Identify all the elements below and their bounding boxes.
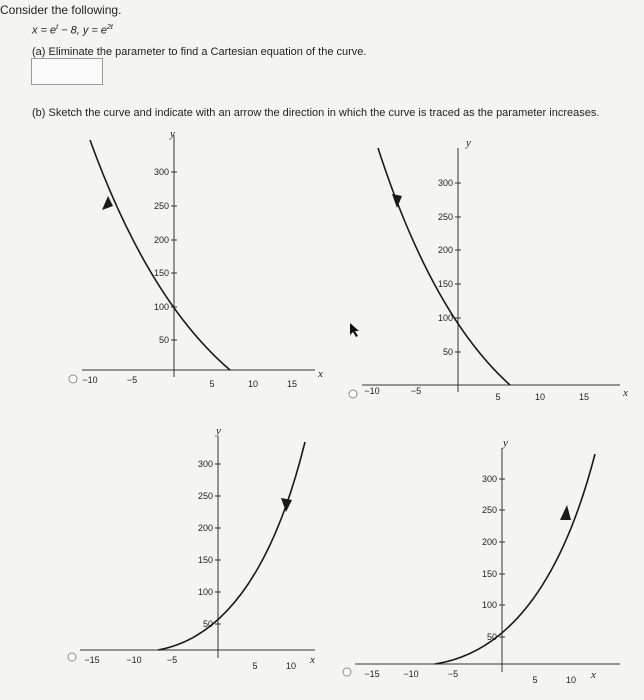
x-tick-label: −5: [447, 669, 459, 679]
curve: [158, 442, 305, 650]
x-tick-label: −5: [126, 375, 138, 385]
x-tick-label: 5: [252, 661, 258, 671]
y-tick-label: 100: [437, 313, 453, 323]
y-expression: − 8, y = e: [58, 24, 108, 37]
y-tick-label: 250: [153, 201, 169, 211]
x-tick-label: 15: [578, 392, 590, 402]
y-axis-label: y: [466, 137, 471, 149]
y-tick-label: 50: [486, 632, 497, 642]
y-tick-label: 150: [197, 555, 213, 565]
x-tick-label: −10: [126, 655, 142, 665]
y-axis-label: y: [503, 437, 508, 449]
question-prompt: Consider the following.: [0, 3, 122, 17]
x-tick-label: −10: [82, 375, 98, 385]
y-tick-label: 100: [197, 587, 213, 597]
y-tick-label: 300: [481, 474, 497, 484]
x-tick-label: 10: [534, 392, 546, 402]
x-tick-label: 10: [247, 379, 259, 389]
y-tick-label: 250: [197, 491, 213, 501]
y-tick-label: 200: [153, 235, 169, 245]
y-tick-label: 300: [153, 167, 169, 177]
y-tick-label: 300: [437, 178, 453, 188]
direction-arrow: [560, 505, 571, 520]
y-tick-label: 200: [481, 537, 497, 547]
y-tick-label: 100: [481, 600, 497, 610]
x-tick-label: −15: [364, 669, 380, 679]
graph-option-1: [60, 125, 335, 400]
x-tick-label: 10: [565, 675, 577, 685]
x-tick-label: −10: [403, 669, 419, 679]
x-axis-label: x: [310, 654, 315, 666]
graph-option-2-radio[interactable]: [349, 390, 357, 398]
mouse-cursor-icon: [349, 322, 361, 338]
y-tick-label: 250: [437, 212, 453, 222]
y-tick-label: 150: [481, 569, 497, 579]
x-expression: x = e: [32, 24, 57, 37]
y-tick-label: 200: [437, 245, 453, 255]
y-axis-label: y: [216, 425, 221, 437]
x-tick-label: 10: [285, 661, 297, 671]
y-tick-label: 300: [197, 459, 213, 469]
parametric-equations: [32, 24, 113, 37]
x-axis-label: x: [623, 387, 628, 399]
part-b-instructions: (b) Sketch the curve and indicate with an arrow the direction in which the curve is traced as the parameter increases.: [32, 107, 600, 119]
x-axis-label: x: [318, 368, 323, 380]
direction-arrow: [281, 498, 292, 512]
x-tick-label: 15: [286, 379, 298, 389]
graph-option-1-radio[interactable]: [69, 375, 77, 383]
y-tick-label: 50: [442, 347, 453, 357]
y-tick-label: 150: [153, 268, 169, 278]
curve: [435, 454, 595, 664]
y-tick-label: 200: [197, 523, 213, 533]
y-tick-label: 250: [481, 505, 497, 515]
x-tick-label: 5: [495, 392, 501, 402]
y-axis-label: y: [170, 128, 175, 140]
graph-option-3: [60, 420, 340, 680]
y-tick-label: 100: [153, 302, 169, 312]
x-tick-label: 5: [209, 379, 215, 389]
graph-option-3-radio[interactable]: [68, 653, 76, 661]
x-tick-label: −5: [410, 386, 422, 396]
y-tick-label: 50: [202, 619, 213, 629]
x-tick-label: −5: [166, 655, 178, 665]
part-a-instructions: (a) Eliminate the parameter to find a Cartesian equation of the curve.: [32, 46, 367, 58]
graph-option-4: [335, 432, 640, 694]
graph-option-2: [340, 130, 640, 410]
x-exponent: t: [56, 24, 59, 31]
graph-option-4-radio[interactable]: [343, 668, 351, 676]
y-tick-label: 50: [158, 335, 169, 345]
x-tick-label: −15: [84, 655, 100, 665]
x-tick-label: 5: [532, 675, 538, 685]
x-tick-label: −10: [364, 386, 380, 396]
direction-arrow: [102, 196, 113, 210]
x-axis-label: x: [591, 669, 596, 681]
y-exponent: 2t: [107, 24, 113, 31]
cartesian-equation-answer-box[interactable]: [31, 58, 103, 85]
y-tick-label: 150: [437, 279, 453, 289]
direction-arrow: [392, 194, 402, 208]
